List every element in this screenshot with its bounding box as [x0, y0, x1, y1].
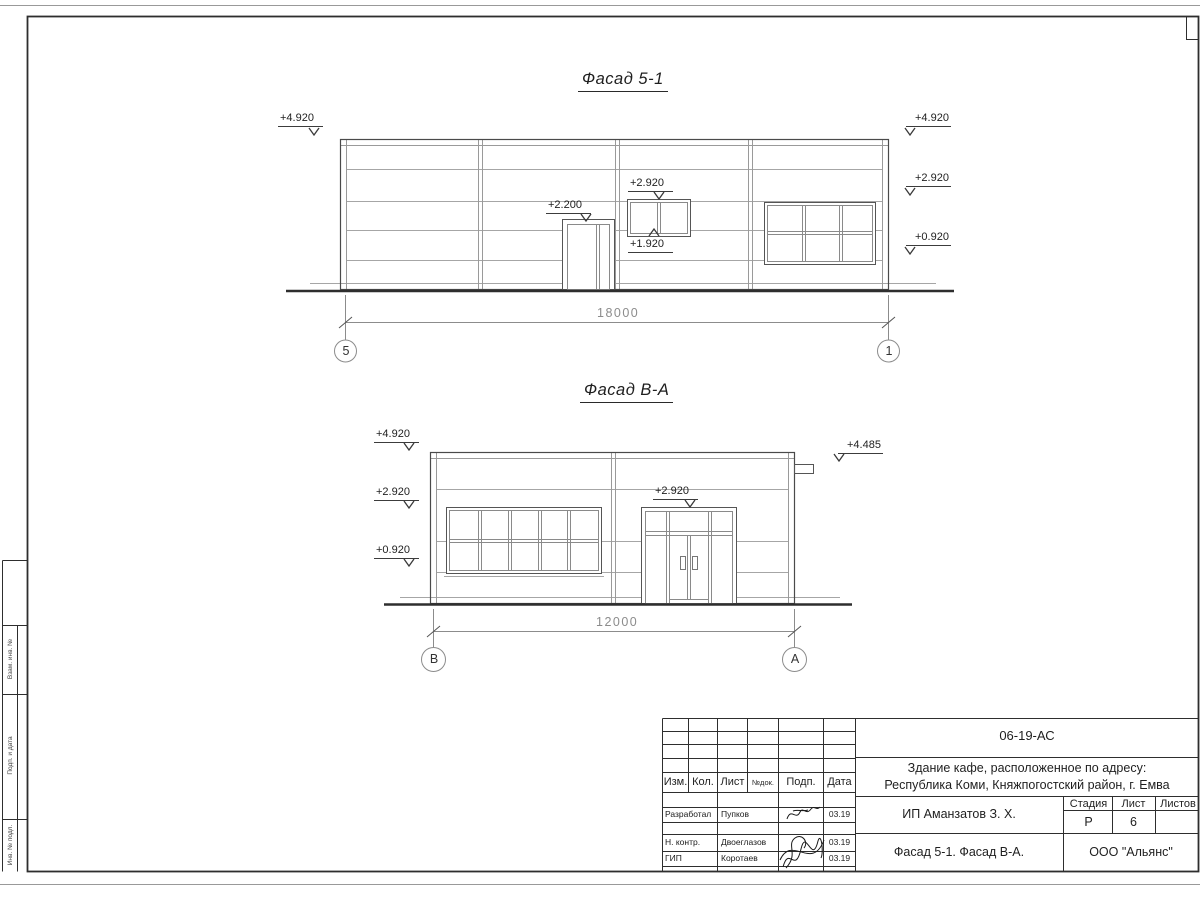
elevation-marker-up-icon [648, 228, 660, 237]
facade-5-1-dimension-text: 18000 [597, 306, 640, 320]
elevation-marker-icon [684, 499, 696, 508]
doc-number: 06-19-АС [999, 728, 1055, 743]
elevation-marker-icon [653, 191, 665, 200]
col-podp: Подп. [786, 776, 816, 788]
elevation-marker-icon [580, 213, 592, 222]
col-kol: Кол. [692, 776, 714, 788]
name-developer: Пупков [721, 809, 750, 819]
elevation-f2-roof-right: +4.485 [838, 439, 883, 454]
elevation-f1-left-top: +4.920 [278, 112, 323, 127]
organization-name: ООО "Альянс" [1089, 845, 1173, 859]
col-ndoc: №док. [752, 778, 774, 787]
elevation-marker-icon [403, 558, 415, 567]
facade-v-a-title: Фасад В-А [580, 381, 673, 403]
elevation-f1-right-mid: +2.920 [906, 172, 951, 187]
side-stamp-podp-label: Подп. и дата [7, 736, 14, 775]
elevation-f1-window-top: +2.920 [628, 177, 673, 192]
elevation-f2-left-mid: +2.920 [374, 486, 419, 501]
facade-5-1-drawing [286, 140, 954, 292]
facade-v-a-dimension-text: 12000 [596, 615, 639, 629]
elevation-marker-icon [833, 453, 845, 462]
project-name-line2: Республика Коми, Княжпогостский район, г. Емва [884, 778, 1170, 792]
elevation-marker-icon [403, 500, 415, 509]
name-gip: Коротаев [721, 853, 758, 863]
elevation-f2-left-top: +4.920 [374, 428, 419, 443]
elevation-f1-window-bottom: +1.920 [628, 238, 673, 253]
elevation-marker-icon [308, 127, 320, 136]
facade-v-a-window-strip [444, 508, 604, 577]
sheet-title: Фасад 5-1. Фасад В-А. [893, 845, 1025, 859]
elevation-f2-left-low: +0.920 [374, 544, 419, 559]
facade-v-a-roof-vent [795, 465, 814, 474]
sheet-outer-border [0, 6, 1200, 885]
col-data: Дата [827, 776, 852, 788]
facade-5-1-large-window [765, 203, 876, 265]
date-gip: 03.19 [828, 853, 851, 863]
elevation-marker-icon [904, 187, 916, 196]
elevation-marker-icon [904, 127, 916, 136]
axis-label-b: В [429, 652, 439, 666]
axis-label-a: А [790, 652, 800, 666]
side-stamp-vzam-label: Взам. инв. № [7, 638, 14, 680]
col-list: Лист [720, 776, 745, 788]
role-developer: Разработал [665, 809, 712, 819]
sheet-label: Лист [1121, 798, 1146, 810]
sheet-value: 6 [1130, 815, 1137, 829]
stage-label: Стадия [1069, 798, 1108, 810]
date-developer: 03.19 [828, 809, 851, 819]
side-stamp-inv-label: Инв. № подл. [7, 824, 14, 866]
elevation-f2-door-top: +2.920 [653, 485, 698, 500]
facade-5-1-door [563, 220, 615, 290]
elevation-marker-icon [403, 442, 415, 451]
client-name: ИП Аманзатов З. Х. [902, 807, 1016, 821]
role-gip: ГИП [665, 853, 682, 863]
elevation-f1-right-top: +4.920 [906, 112, 951, 127]
axis-label-1: 1 [885, 344, 893, 358]
facade-v-a-drawing [384, 453, 852, 605]
elevation-marker-icon [904, 246, 916, 255]
facade-5-1-title: Фасад 5-1 [578, 70, 668, 92]
sheets-label: Листов [1160, 798, 1196, 810]
elevation-f1-door: +2.200 [546, 199, 591, 214]
date-checker: 03.19 [828, 837, 851, 847]
project-name-line1: Здание кафе, расположенное по адресу: [907, 761, 1147, 775]
signature-developer [787, 807, 820, 819]
name-checker: Двоеглазов [721, 837, 767, 847]
col-izm: Изм. [663, 776, 688, 788]
facade-v-a-entrance-door [642, 508, 737, 604]
elevation-f1-right-low: +0.920 [906, 231, 951, 246]
stage-value: Р [1084, 815, 1093, 829]
axis-label-5: 5 [342, 344, 350, 358]
corner-stamp-box [1187, 17, 1199, 40]
signature-checker-gip [780, 837, 824, 868]
role-checker: Н. контр. [665, 837, 701, 847]
